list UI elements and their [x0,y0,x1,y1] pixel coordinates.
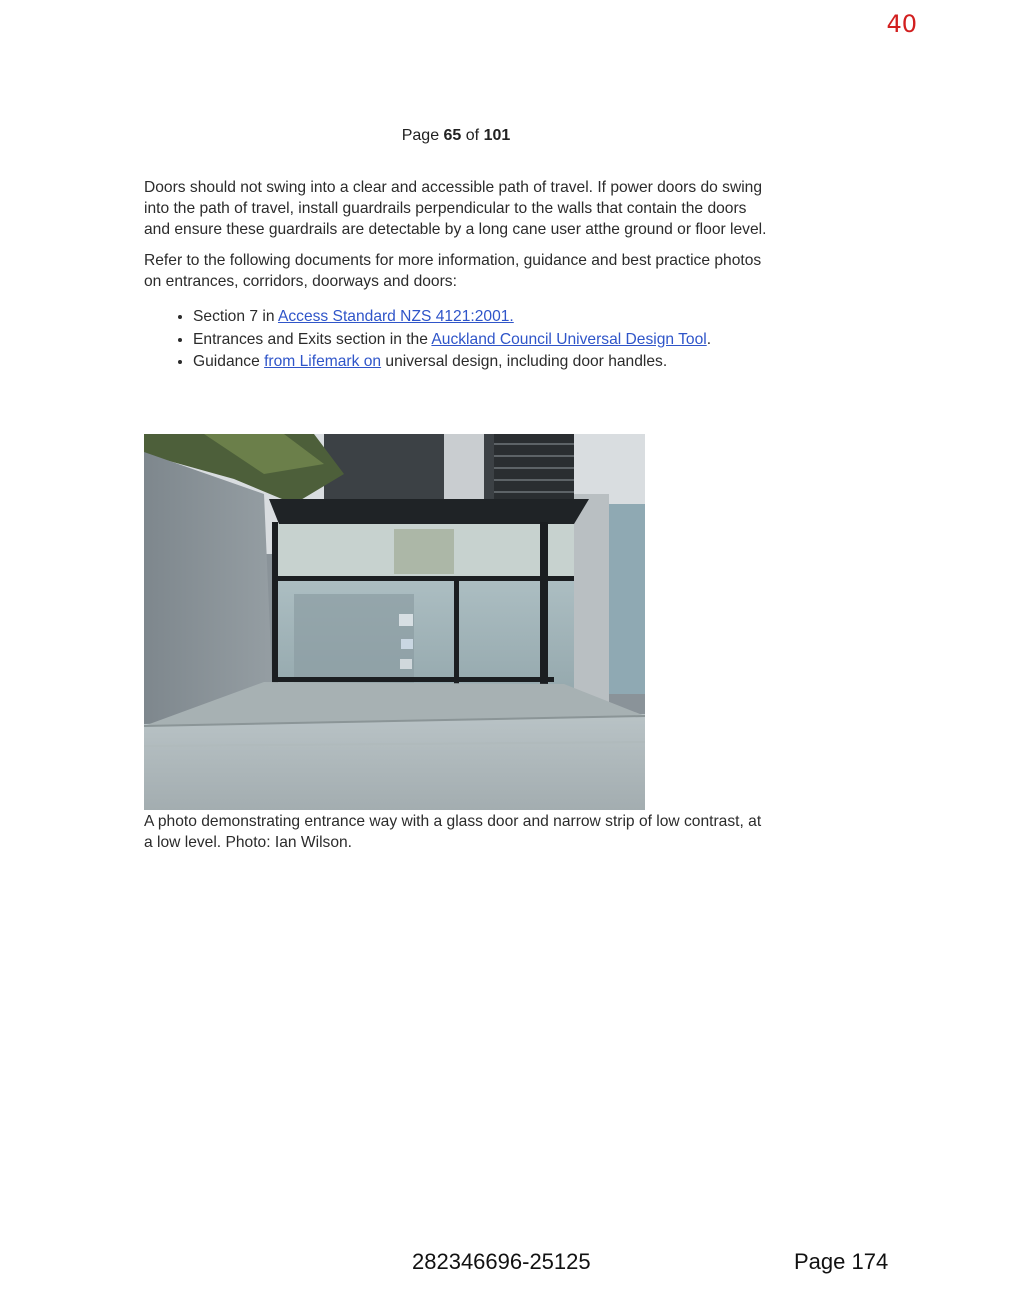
body-content [144,177,769,374]
footer-document-id: 282346696-25125 [412,1249,591,1274]
paragraph-doors: Doors should not swing into a clear and accessible path of travel. If power doors do swing into the path of travel, install guardrails perpendicular to the walls that contain the doors and ensure these guardrails are detectable by a long cane user atthe ground or floor level. [144,179,767,238]
page-header-prefix: Page [401,127,444,144]
universal-design-tool-link[interactable]: Auckland Council Universal Design Tool [431,330,707,348]
list-item [193,351,769,373]
access-standard-link[interactable]: Access Standard NZS 4121:2001. [277,308,514,325]
lifemark-link[interactable]: from Lifemark on [264,353,382,370]
reference-list [144,306,769,373]
footer-page-number: Page 174 [794,1249,889,1274]
list-item-text: . [706,330,712,348]
entrance-photo [144,434,645,810]
page-header-current: 65 [443,127,462,144]
list-item [193,306,769,328]
paragraph-refer: Refer to the following documents for more information, guidance and best practice photos on entrances, corridors, doorways and doors: [144,252,762,290]
page-header [0,127,912,145]
list-item-text: Guidance [193,353,265,370]
page-header-middle: of [461,127,484,144]
list-item-text: universal design, including door handles. [381,353,668,370]
list-item-text: Entrances and Exits section in the [193,330,432,348]
list-item-text: Section 7 in [193,308,278,325]
photo-caption: A photo demonstrating entrance way with a glass door and narrow strip of low contrast, at a low level. Photo: Ian Wilson. [144,813,762,851]
list-item [193,329,769,351]
page-stamp-number: 40 [886,10,917,38]
page-header-total: 101 [483,127,511,144]
